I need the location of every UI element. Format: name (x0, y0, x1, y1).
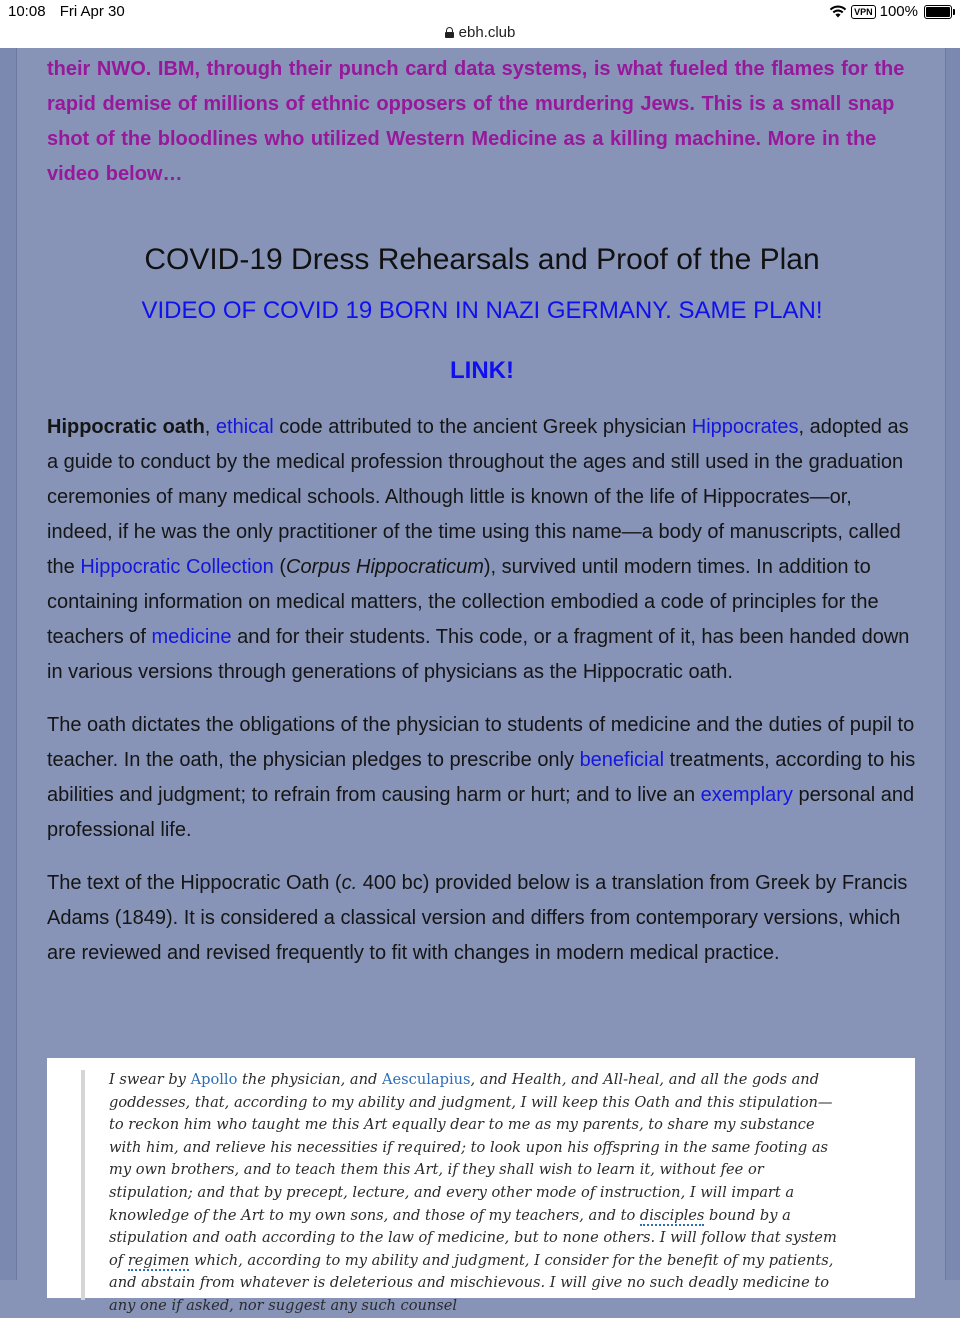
oath-quote-block (47, 1058, 915, 1314)
section-heading: COVID-19 Dress Rehearsals and Proof of the Plan (144, 243, 820, 276)
lock-icon (445, 27, 454, 38)
term-regimen[interactable]: regimen (127, 1251, 190, 1269)
link-hippocrates[interactable]: Hippocrates (691, 416, 799, 438)
corpus-title: Corpus Hippocraticum (286, 556, 484, 578)
quote-bar (81, 1070, 85, 1300)
link-aesculapius[interactable]: Aesculapius (382, 1071, 471, 1088)
link-button[interactable]: LINK! (450, 357, 514, 384)
link-ethical[interactable]: ethical (215, 416, 274, 438)
video-link[interactable]: VIDEO OF COVID 19 BORN IN NAZI GERMANY. SAME PLAN! (141, 297, 823, 324)
term-hippocratic-oath: Hippocratic oath (47, 416, 205, 438)
oath-text: I swear by Apollo the physician, and Aesculapius, and Health, and All-heal, and all the gods and goddesses, that, according to my ability and judgment, I will keep this Oath and this stipulation—to reckon him who taught me this Art equally dear to me as my parents, to share my substance with him, and relieve his necessities if required; to look upon his offspring in the same footing as my own brothers, and to teach them this Art, if they shall wish to learn it, without fee or stipulation; and that by precept, lecture, and every other mode of instruction, I will impart a knowledge of the Art to my own sons, and those of my teachers, and to disciples bound by a stipulation and oath according to the law of medicine, but to none others. I will follow that system of regimen which, according to my ability and judgment, I consider for the benefit of my patients, and abstain from whatever is deleterious and mischievous. I will give no such deadly medicine to any one if asked, nor suggest any such counsel (109, 1071, 837, 1314)
link-apollo[interactable]: Apollo (190, 1071, 238, 1088)
wifi-icon (829, 5, 847, 18)
url-bar[interactable] (0, 24, 960, 41)
paragraph-obligations: The oath dictates the obligations of the physician to students of medicine and the duties of pupil to teacher. In the oath, the physician pledges to prescribe only beneficial treatments, according to his abilities and judgment; to refrain from causing harm or hurt; and to live an exemplary personal and professional life. (47, 714, 916, 841)
clock-time: 10:08 (8, 3, 46, 20)
vpn-badge: VPN (851, 5, 876, 19)
term-disciples[interactable]: disciples (639, 1206, 705, 1224)
url-text: ebh.club (458, 24, 516, 41)
battery-percent: 100% (879, 3, 918, 20)
clock-date: Fri Apr 30 (59, 3, 125, 20)
status-left (8, 3, 135, 20)
page-margin-right (945, 48, 960, 1280)
page-margin-left (0, 48, 17, 1280)
link-beneficial[interactable]: beneficial (579, 749, 665, 771)
link-medicine[interactable]: medicine (151, 626, 232, 648)
paragraph-hippocratic-oath: Hippocratic oath, ethical code attributed to the ancient Greek physician Hippocrates, adopted as a guide to conduct by the medical profession throughout the ages and still used in the graduation ceremonies of many medical schools. Although little is known of the life of Hippocrates—or, indeed, if he was the only practitioner of the time using this name—a body of manuscripts, called the Hippocratic Collection (Corpus Hippocraticum), survived until modern times. In addition to containing information on medical matters, the collection embodied a code of principles for the teachers of medicine and for their students. This code, or a fragment of it, has been handed down in various versions through generations of physicians as the Hippocratic oath. (47, 416, 910, 683)
intro-text: their NWO. IBM, through their punch card data systems, is what fueled the flames for the rapid demise of millions of ethnic opposers of the murdering Jews. This is a small snap shot of the bloodlines who utilized Western Medicine as a killing machine. More in the video below… (47, 58, 905, 185)
battery-icon (924, 5, 952, 19)
link-hippocratic-collection[interactable]: Hippocratic Collection (80, 556, 274, 578)
paragraph-translation: The text of the Hippocratic Oath (c. 400 bc) provided below is a translation from Greek by Francis Adams (1849). It is considered a classical version and differs from contemporary versions, which are reviewed and revised frequently to fit with changes in modern medical practice. (47, 872, 908, 964)
link-exemplary[interactable]: exemplary (700, 784, 793, 806)
status-right (829, 3, 952, 20)
status-bar (0, 0, 960, 48)
article-content (47, 48, 917, 971)
